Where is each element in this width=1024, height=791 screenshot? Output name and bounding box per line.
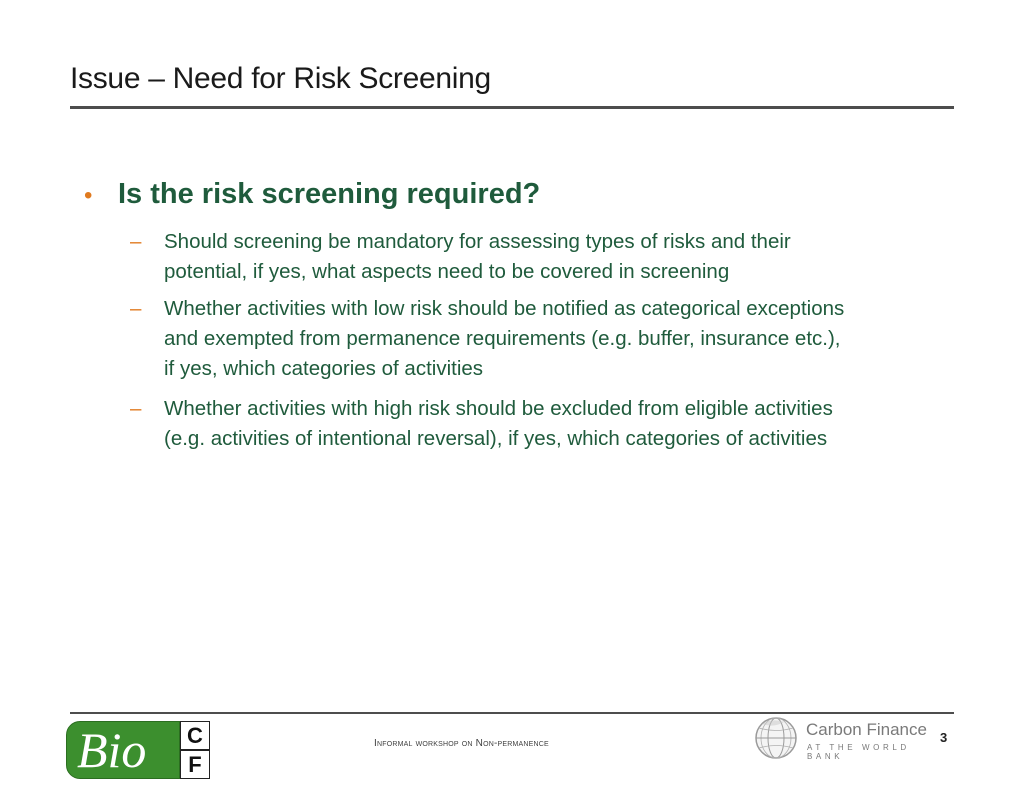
globe-icon xyxy=(754,716,798,760)
sub-bullet-line: Whether activities with low risk should be notified as categorical exceptions xyxy=(164,297,845,320)
main-bullet-text: Is the risk screening required? xyxy=(118,178,541,210)
sub-bullet-line: Should screening be mandatory for assessing types of risks and their xyxy=(164,230,791,253)
sub-bullet-line: potential, if yes, what aspects need to be covered in screening xyxy=(164,260,730,283)
cf-letter-c: C xyxy=(180,721,210,750)
carbon-finance-logo xyxy=(754,716,944,764)
bio-text: Bio xyxy=(77,722,147,778)
footer-center-text: Informal workshop on Non-permanence xyxy=(374,738,549,749)
sub-bullet-line: Whether activities with high risk should be excluded from eligible activities xyxy=(164,397,833,420)
sub-bullet-line: (e.g. activities of intentional reversal), if yes, which categories of activities xyxy=(164,427,828,450)
page-number: 3 xyxy=(940,730,948,745)
sub-bullet-line: if yes, which categories of activities xyxy=(164,357,484,380)
sub-bullet-marker: – xyxy=(130,397,142,420)
bio-box xyxy=(66,721,180,779)
slide-title: Issue – Need for Risk Screening xyxy=(70,62,491,95)
sub-bullet-line: and exempted from permanence requirements (e.g. buffer, insurance etc.), xyxy=(164,327,841,350)
title-divider xyxy=(70,106,954,109)
carbon-finance-name: Carbon Finance xyxy=(806,720,927,739)
sub-bullet-2 xyxy=(164,294,964,384)
cf-letter-f: F xyxy=(180,750,210,779)
biocf-logo xyxy=(66,721,208,779)
footer-divider xyxy=(70,712,954,714)
sub-bullet-1 xyxy=(164,227,964,287)
sub-bullet-marker: – xyxy=(130,230,142,253)
sub-bullet-marker: – xyxy=(130,297,142,320)
carbon-finance-subtitle: AT THE WORLD BANK xyxy=(807,743,910,761)
sub-bullet-3 xyxy=(164,394,964,454)
main-bullet-marker: • xyxy=(84,182,93,209)
